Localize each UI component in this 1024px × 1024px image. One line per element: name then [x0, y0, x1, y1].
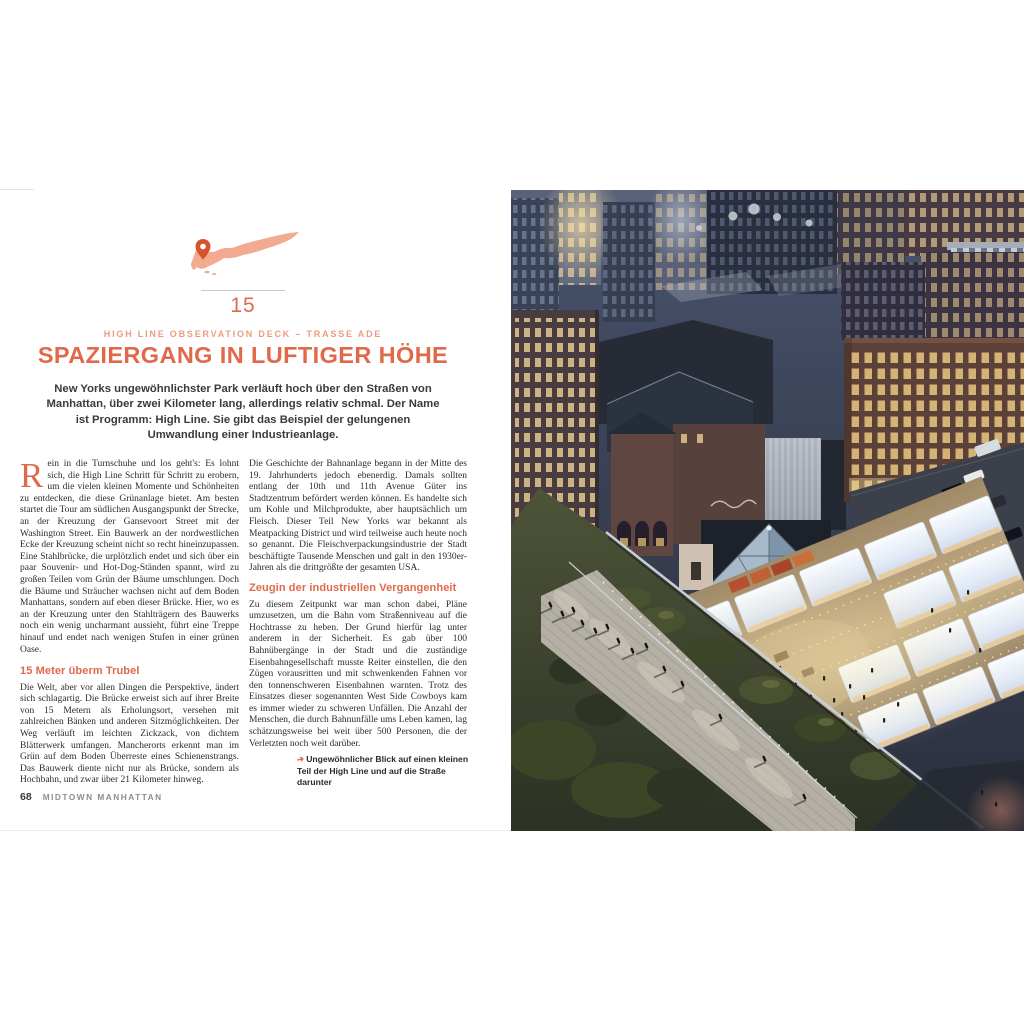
section-label: MIDTOWN MANHATTAN — [42, 792, 163, 802]
long-island-map-icon — [181, 230, 305, 284]
photo-caption — [297, 754, 473, 789]
body-paragraph: Die Welt, aber vor allen Dingen die Perspektive, ändert sich schlagartig. Die Brücke erweist sich auf ihrer Breite von 15 Metern als Erholungsort, versehen mit zahlreichen Bänken und anderen Sitzmöglichkeiten. Der Weg verläuft im leichten Zickzack, von dichtem Blätterwerk umfangen. Mancherorts erkennt man im Grün auf dem Boden Überreste eines Schienenstrangs. Das Bauwerk diente nicht nur als Brücke, sondern als Hochbahn, und zwar über 21 Kilometer hinweg. — [20, 682, 239, 786]
dropcap: R — [20, 456, 44, 495]
page-number: 68 — [20, 791, 32, 803]
paragraph-text: ein in die Turnschuhe und los geht's: Es lohnt sich, die High Line Schritt für Schritt zu erobern, um die vielen kleinen Momente und Schönheiten zu entdecken, die diese Grünanlage bietet. Am besten startet die Tour am südlichen Ausgangspunkt der Strecke, an der Kreuzung der Gansevoort Street mit der Washington Street. Ein Bauwerk an der nordwestlichen Ecke der Kreuzung scheint nicht so recht hineinzupassen. Eine Stahlbrücke, die urplötzlich endet und sich über ein paar Souvenir- und Hot-Dog-Ständen spannt, wird zu großen Teilen vom Grün der Bäume umschlungen. Doch die Bäume und Sträucher wachsen nicht auf dem Boden Manhattans, sondern auf eben dieser Brücke. Hier, wo es an der Kreuzung unter den Stahlträgern des Bauwerks noch ein wenig uncharmant aussieht, führt eine Treppe hinauf und endet nach wenigen Stufen in einer grünen Oase. — [20, 459, 239, 655]
body-paragraph: Zu diesem Zeitpunkt war man schon dabei, Pläne umzusetzen, um die Bahn vom Straßenniveau auf die Hochtrasse zu heben. Der Grund hierfür lag unter anderem in der Sicherheit. Es gab über 100 Bahnübergänge in der Stadt und die zuständige Eisenbahngesellschaft musste Reiter einstellen, die den Zügen vorausritten und mit schwenkenden Fahnen vor den tonnenschweren Eisenbahnen warnten. Trotz des Einsatzes dieser sogenannten West Side Cowboys kam es immer wieder zu schweren Unfällen. Die Anzahl der Menschen, die durch Bahnunfälle ums Leben kamen, lag schätzungsweise bei weit über 500 Personen, die der Verletzten noch weit darüber. — [249, 599, 467, 749]
text-column-right — [249, 459, 467, 750]
page-edge-top — [0, 189, 34, 190]
highline-photo-illustration — [511, 190, 1024, 831]
chapter-header — [20, 230, 466, 443]
page-title: SPAZIERGANG IN LUFTIGER HÖHE — [37, 342, 449, 368]
arrow-right-icon: ➔ — [295, 753, 306, 765]
body-paragraph — [20, 456, 239, 656]
body-paragraph: Die Geschichte der Bahnanlage begann in der Mitte des 19. Jahrhunderts jedoch ebenerdig. Damals sollten entlang der 10th und 11th Avenue Güter ins Stadtzentrum befördert werden können. Es handelte sich um Kohle und Milchprodukte, aber hauptsächlich um Fleisch. Dieser Teil New Yorks war bekannt als Meatpacking District und wird teilweise auch heute noch so genannt. Die Fleischverpackungsindustrie der Stadt beschäftigte Tausende Menschen und galt in den 1930er-Jahren als die drittgrößte der gesamten USA. — [249, 459, 467, 574]
text-column-left — [20, 456, 239, 787]
chapter-kicker: HIGH LINE OBSERVATION DECK – TRASSE ADE — [103, 329, 383, 339]
section-heading: 15 Meter überm Trubel — [20, 665, 140, 678]
caption-text: Ungewöhnlicher Blick auf einen kleinen Teil der High Line und auf die Straße darunter — [297, 754, 469, 787]
chapter-divider — [201, 290, 285, 291]
section-heading: Zeugin der industriellen Vergangenheit — [249, 581, 457, 594]
page-footer — [20, 791, 163, 803]
chapter-number: 15 — [230, 294, 256, 317]
intro-paragraph: New Yorks ungewöhnlichster Park verläuft hoch über den Straßen von Manhattan, über zwei Kilometer lang, allerdings relativ schmal. Der Name ist Programm: High Line. Sie gibt das Beispiel der gelungenen Umwandlung einer Industrieanlage. — [46, 383, 440, 441]
highline-aerial-photo — [511, 190, 1024, 831]
page-edge-bottom — [0, 830, 511, 831]
